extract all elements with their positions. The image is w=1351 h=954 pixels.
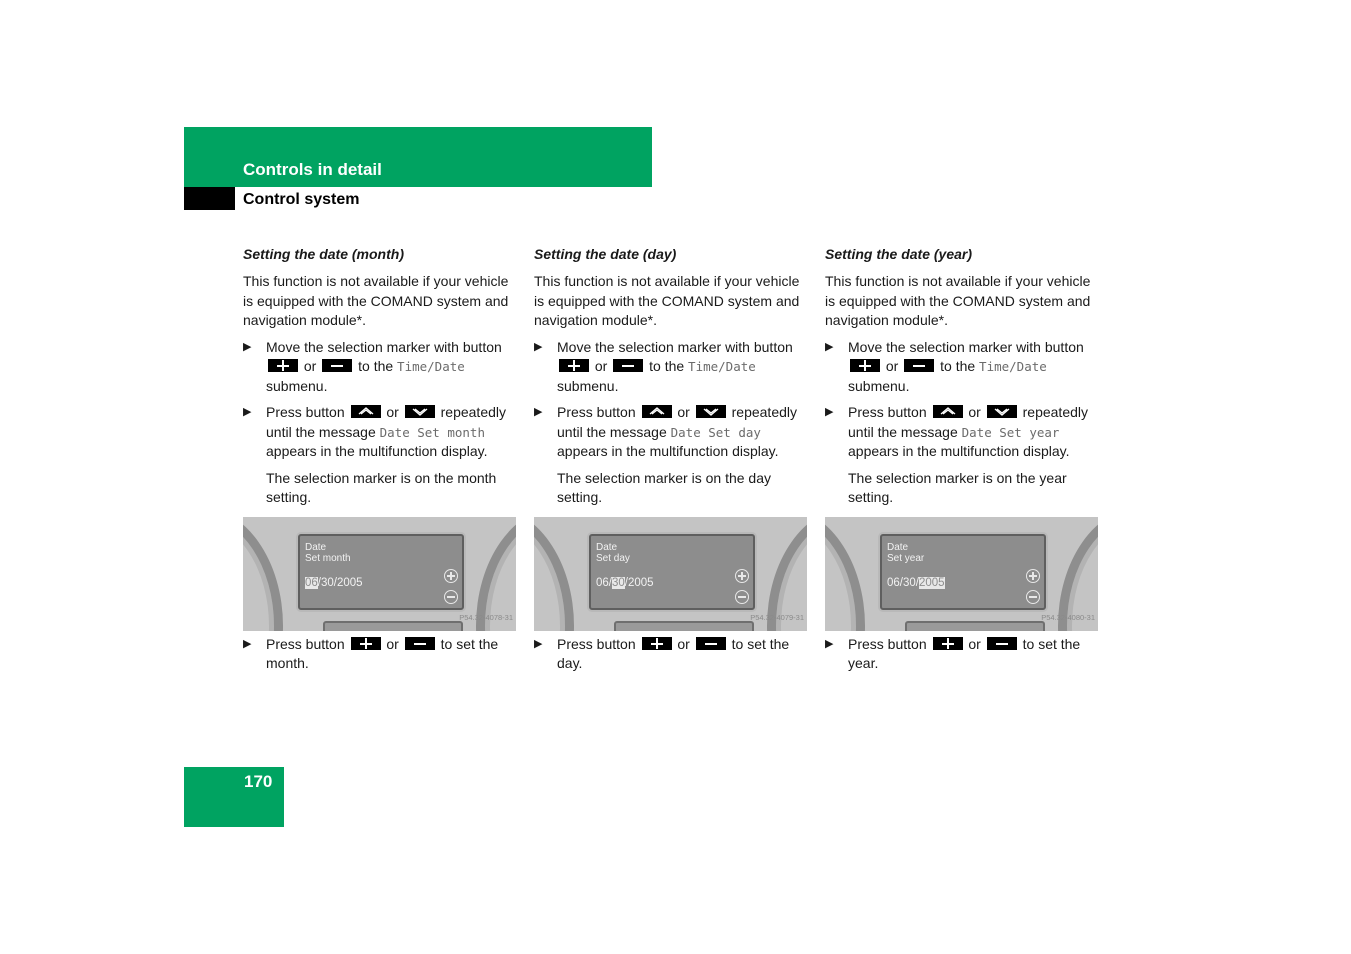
down-key-icon xyxy=(405,405,435,418)
multifunction-display-image xyxy=(243,517,516,631)
column-month xyxy=(243,244,517,681)
intro-text: This function is not available if your vehicle is equipped with the COMAND system and navigation module*. xyxy=(534,273,800,328)
result-text: The selection marker is on the month setting. xyxy=(266,469,497,505)
triangle-right-icon: ▶ xyxy=(243,406,252,418)
header-black-tab xyxy=(184,187,235,210)
plus-circle-icon xyxy=(735,569,749,583)
multifunction-display-image xyxy=(534,517,807,631)
submenu-name: Time/Date xyxy=(397,359,465,374)
intro-text: This function is not available if your vehicle is equipped with the COMAND system and navigation module*. xyxy=(825,273,1091,328)
plus-key-icon xyxy=(559,359,589,372)
plus-key-icon xyxy=(850,359,880,372)
step-select-message: ▶ Press button or repeatedly until the message Date Set month appears in the multifunction display. xyxy=(243,404,507,459)
section-title: Controls in detail xyxy=(243,160,382,179)
triangle-right-icon: ▶ xyxy=(825,340,834,353)
display-date: 06/30/2005 xyxy=(887,576,945,589)
minus-key-icon xyxy=(696,637,726,650)
minus-key-icon xyxy=(904,359,934,372)
minus-circle-icon xyxy=(1026,590,1040,604)
step-set-value: ▶ Press button or to set the day. xyxy=(534,635,790,671)
plus-circle-icon xyxy=(1026,569,1040,583)
plus-key-icon xyxy=(642,637,672,650)
submenu-name: Time/Date xyxy=(979,359,1047,374)
up-key-icon xyxy=(933,405,963,418)
multifunction-display-image xyxy=(825,517,1098,631)
column-heading: Setting the date (year) xyxy=(825,246,973,262)
result-text: The selection marker is on the year setting. xyxy=(848,469,1067,505)
display-screen: Date Set year 06/30/2005 xyxy=(880,534,1046,610)
plus-circle-icon xyxy=(444,569,458,583)
triangle-right-icon: ▶ xyxy=(243,340,252,353)
minus-circle-icon xyxy=(735,590,749,604)
down-key-icon xyxy=(987,405,1017,418)
step-select-submenu: ▶ Move the selection marker with button or to the Time/Date submenu. xyxy=(243,338,502,394)
triangle-right-icon: ▶ xyxy=(534,637,543,650)
display-screen: Date Set day 06/30/2005 xyxy=(589,534,755,610)
display-date: 06/30/2005 xyxy=(596,576,654,589)
display-message: Date Set year xyxy=(961,424,1060,440)
display-screen: Date Set month 06/30/2005 xyxy=(298,534,464,610)
plus-key-icon xyxy=(933,637,963,650)
page-number: 170 xyxy=(244,772,273,791)
column-heading: Setting the date (month) xyxy=(243,246,404,262)
display-message: Date Set day xyxy=(670,424,761,440)
triangle-right-icon: ▶ xyxy=(534,340,543,353)
plus-key-icon xyxy=(268,359,298,372)
column-heading: Setting the date (day) xyxy=(534,246,677,262)
plus-key-icon xyxy=(351,637,381,650)
up-key-icon xyxy=(642,405,672,418)
down-key-icon xyxy=(696,405,726,418)
step-select-submenu: ▶ Move the selection marker with button or to the Time/Date submenu. xyxy=(825,338,1084,394)
minus-key-icon xyxy=(322,359,352,372)
display-date: 06/30/2005 xyxy=(305,576,363,589)
image-code: P54.32-4078-31 xyxy=(459,613,513,622)
triangle-right-icon: ▶ xyxy=(825,406,834,418)
step-select-message: ▶ Press button or repeatedly until the message Date Set day appears in the multifunction display. xyxy=(534,404,798,459)
minus-key-icon xyxy=(987,637,1017,650)
column-year xyxy=(825,244,1099,681)
column-day xyxy=(534,244,808,681)
triangle-right-icon: ▶ xyxy=(825,637,834,650)
result-text: The selection marker is on the day setting. xyxy=(557,469,771,505)
triangle-right-icon: ▶ xyxy=(534,406,543,418)
image-code: P54.32-4079-31 xyxy=(750,613,804,622)
minus-key-icon xyxy=(405,637,435,650)
subsection-title: Control system xyxy=(243,191,360,208)
triangle-right-icon: ▶ xyxy=(243,637,252,650)
step-set-value: ▶ Press button or to set the year. xyxy=(825,635,1081,671)
step-select-message: ▶ Press button or repeatedly until the message Date Set year appears in the multifunction display. xyxy=(825,404,1089,459)
intro-text: This function is not available if your vehicle is equipped with the COMAND system and navigation module*. xyxy=(243,273,509,328)
image-code: P54.32-4080-31 xyxy=(1041,613,1095,622)
minus-circle-icon xyxy=(444,590,458,604)
display-message: Date Set month xyxy=(379,424,485,440)
step-select-submenu: ▶ Move the selection marker with button or to the Time/Date submenu. xyxy=(534,338,793,394)
up-key-icon xyxy=(351,405,381,418)
step-set-value: ▶ Press button or to set the month. xyxy=(243,635,499,671)
minus-key-icon xyxy=(613,359,643,372)
submenu-name: Time/Date xyxy=(688,359,756,374)
